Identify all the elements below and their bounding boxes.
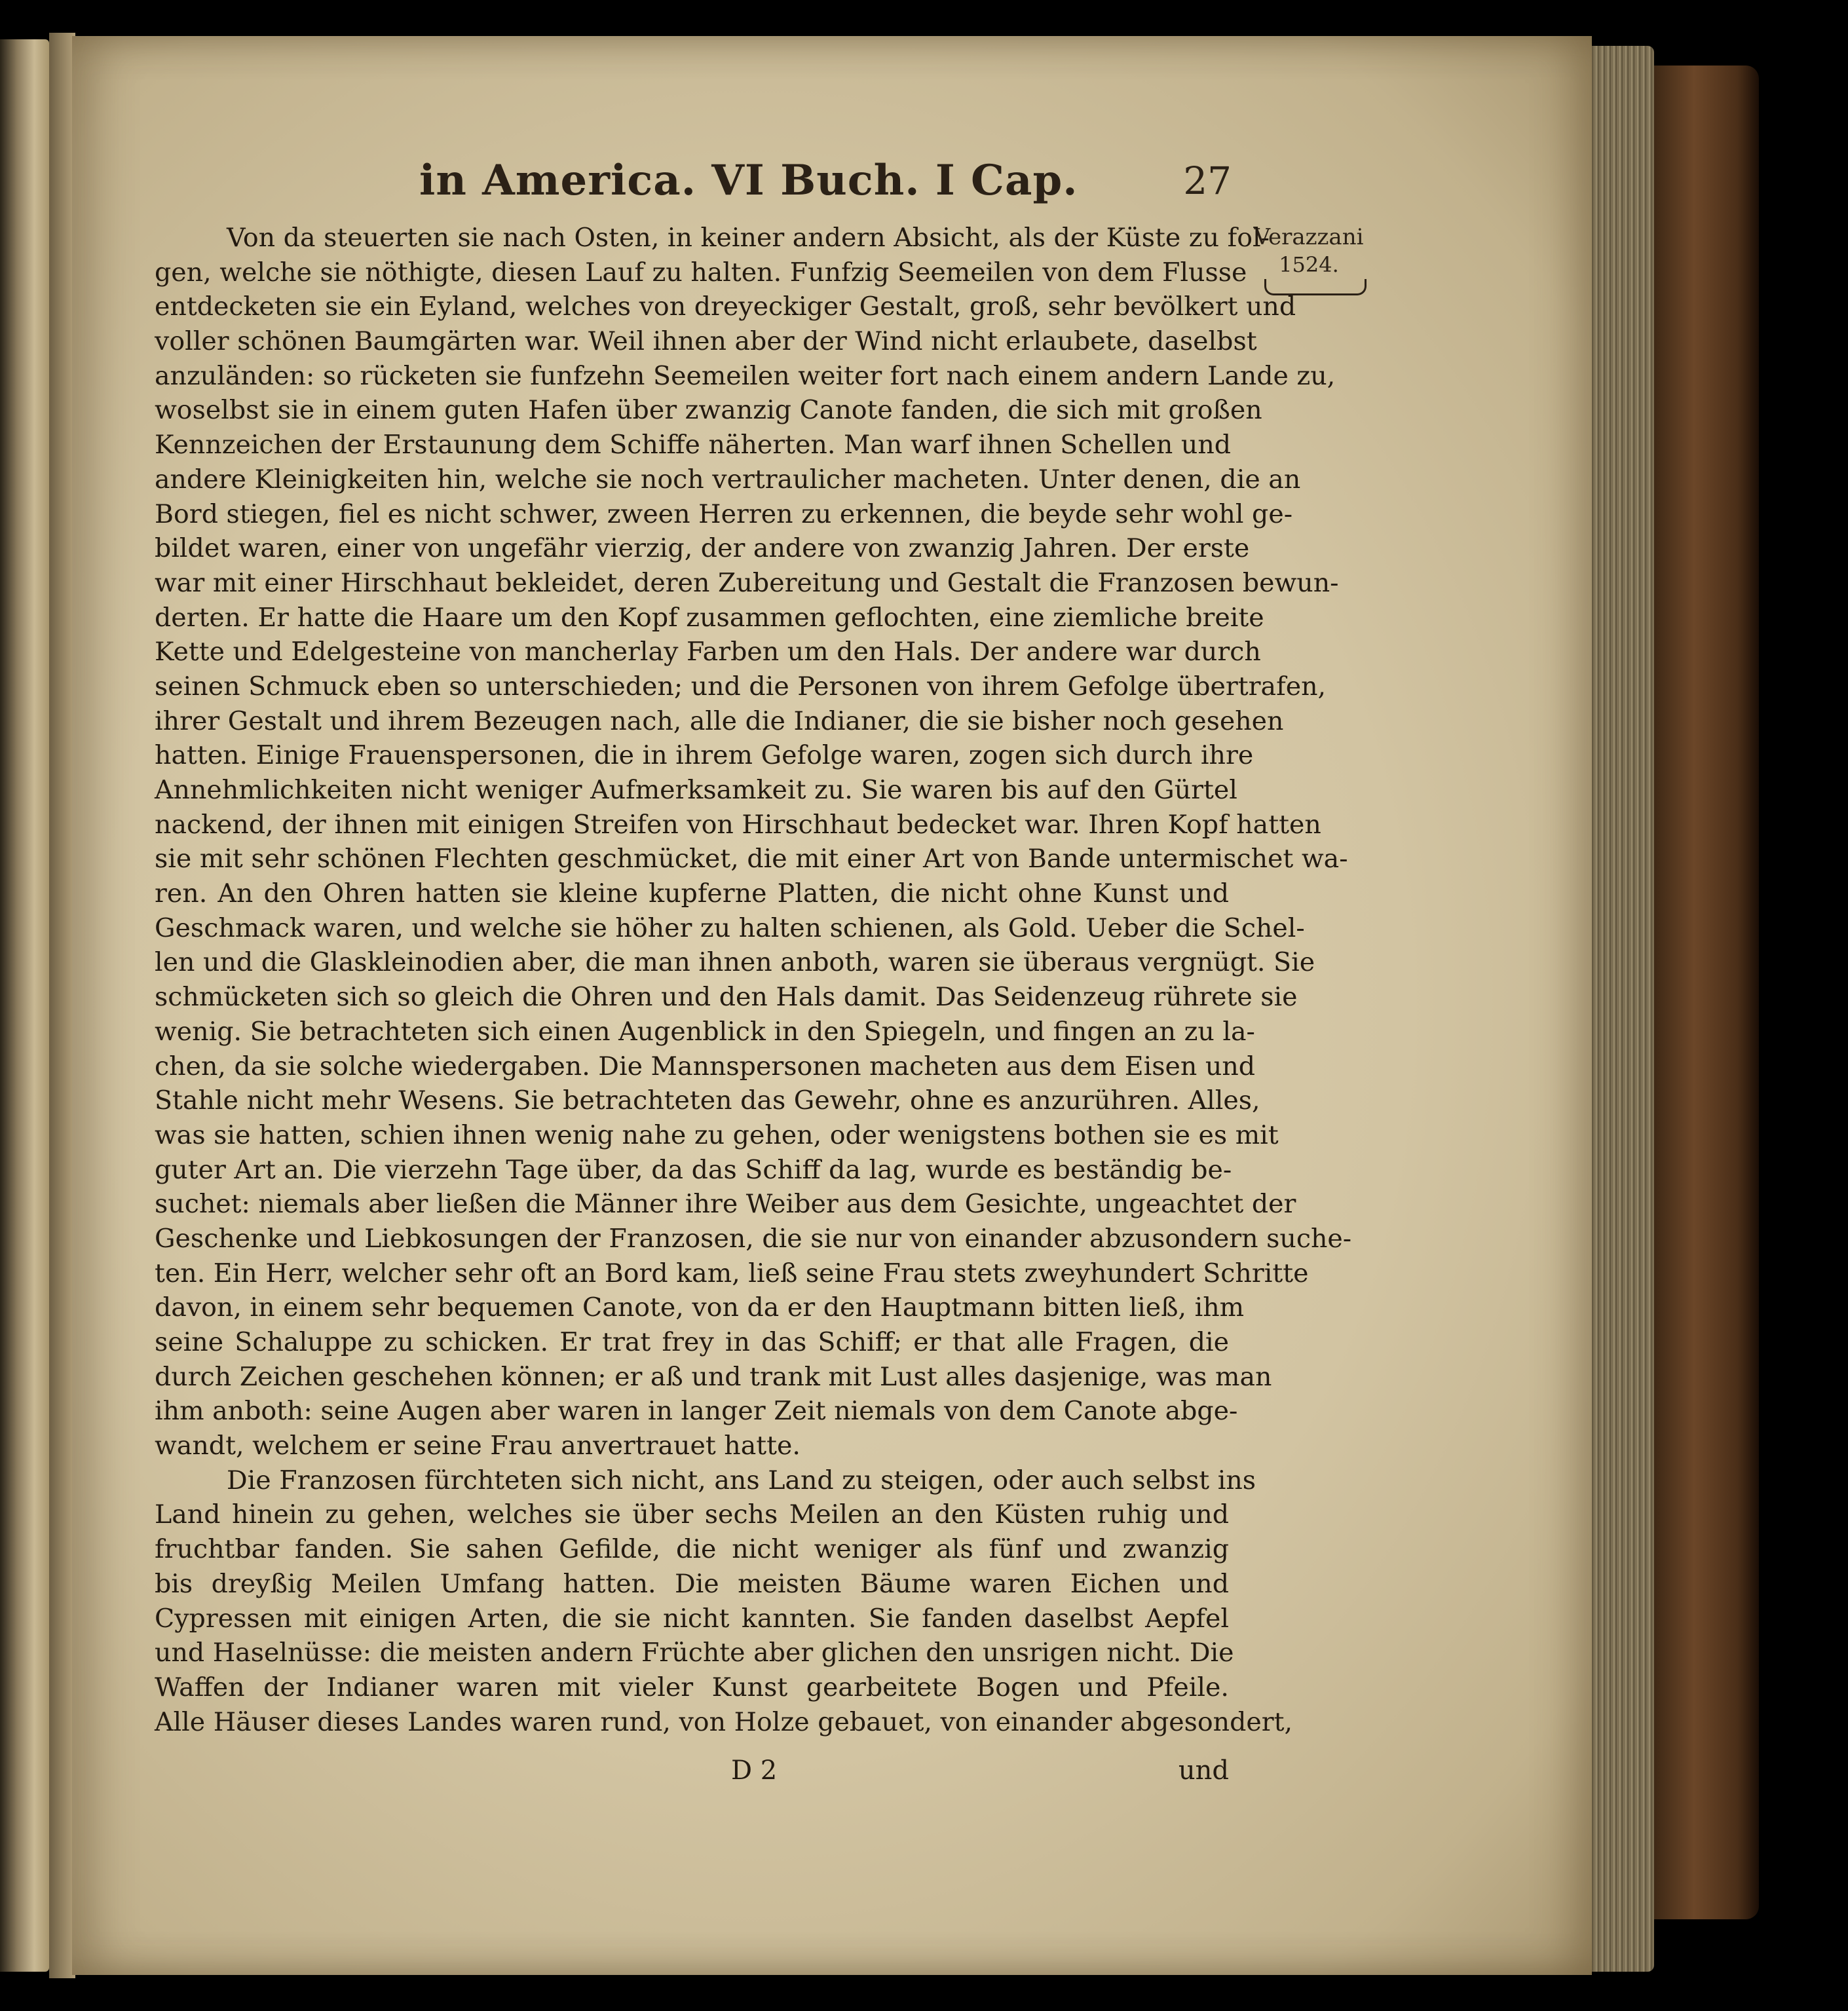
signature-mark: D 2 [731, 1756, 778, 1786]
text-line: bis dreyßig Meilen Umfang hatten. Die meisten Bäume waren Eichen und [155, 1568, 1229, 1599]
text-line: Von da steuerten sie nach Osten, in keiner andern Absicht, als der Küste zu fol- [227, 223, 1270, 253]
left-page-edge [0, 39, 49, 1972]
text-line: ten. Ein Herr, welcher sehr oft an Bord kam, ließ seine Frau stets zweyhundert Schritte [155, 1258, 1309, 1288]
running-title: in America. VI Buch. I Cap. [419, 156, 1078, 205]
text-line: voller schönen Baumgärten war. Weil ihnen aber der Wind nicht erlaubete, daselbst [155, 326, 1257, 357]
text-line: wenig. Sie betrachteten sich einen Augenblick in den Spiegeln, und fingen an zu la- [155, 1016, 1255, 1047]
text-line: andere Kleinigkeiten hin, welche sie noch vertraulicher macheten. Unter denen, die an [155, 464, 1301, 495]
text-line: gen, welche sie nöthigte, diesen Lauf zu halten. Funfzig Seemeilen von dem Flusse [155, 257, 1247, 288]
text-line: entdecketen sie ein Eyland, welches von dreyeckiger Gestalt, groß, sehr bevölkert und [155, 291, 1296, 322]
text-line: sie mit sehr schönen Flechten geschmücket, die mit einer Art von Bande untermischet wa- [155, 844, 1348, 874]
text-line: ren. An den Ohren hatten sie kleine kupferne Platten, die nicht ohne Kunst und [155, 878, 1229, 909]
text-line: guter Art an. Die vierzehn Tage über, da das Schiff da lag, wurde es beständig be- [155, 1154, 1232, 1185]
text-line: chen, da sie solche wiedergaben. Die Mannspersonen macheten aus dem Eisen und [155, 1051, 1256, 1081]
text-line: seine Schaluppe zu schicken. Er trat frey in das Schiff; er that alle Fragen, die [155, 1327, 1229, 1357]
text-line: wandt, welchem er seine Frau anvertrauet hatte. [155, 1431, 801, 1461]
text-line: Annehmlichkeiten nicht weniger Aufmerksamkeit zu. Sie waren bis auf den Gürtel [155, 775, 1237, 805]
text-line: seinen Schmuck eben so unterschieden; und die Personen von ihrem Gefolge übertrafen, [155, 671, 1327, 702]
text-line: Bord stiegen, fiel es nicht schwer, zween Herren zu erkennen, die beyde sehr wohl ge- [155, 498, 1293, 529]
text-line: bildet waren, einer von ungefähr vierzig, der andere von zwanzig Jahren. Der erste [155, 533, 1250, 564]
text-line: nackend, der ihnen mit einigen Streifen von Hirschhaut bedecket war. Ihren Kopf hatten [155, 809, 1321, 840]
text-line: Land hinein zu gehen, welches sie über sechs Meilen an den Küsten ruhig und [155, 1499, 1229, 1530]
text-line: schmücketen sich so gleich die Ohren und den Hals damit. Das Seidenzeug rührete sie [155, 982, 1298, 1013]
text-line: davon, in einem sehr bequemen Canote, von da er den Hauptmann bitten ließ, ihm [155, 1292, 1245, 1323]
text-line: Die Franzosen fürchteten sich nicht, ans Land zu steigen, oder auch selbst ins [227, 1465, 1256, 1495]
text-line: len und die Glaskleinodien aber, die man ihnen anboth, waren sie überaus vergnügt. Sie [155, 947, 1315, 978]
paragraph-2 [155, 1463, 1293, 1740]
text-line: Stahle nicht mehr Wesens. Sie betrachteten das Gewehr, ohne es anzurühren. Alles, [155, 1085, 1260, 1116]
text-line: was sie hatten, schien ihnen wenig nahe zu gehen, oder wenigstens bothen sie es mit [155, 1119, 1279, 1150]
text-line: woselbst sie in einem guten Hafen über zwanzig Canote fanden, die sich mit großen [155, 395, 1262, 426]
margin-note-name: Verazzani [1254, 224, 1364, 250]
page-number: 27 [1183, 159, 1232, 203]
text-line: Cypressen mit einigen Arten, die sie nicht kannten. Sie fanden daselbst Aepfel [155, 1603, 1229, 1634]
catchword: und [1178, 1756, 1229, 1786]
text-line: ihm anboth: seine Augen aber waren in langer Zeit niemals von dem Canote abge- [155, 1396, 1238, 1427]
running-header [419, 156, 1232, 215]
text-line: Kette und Edelgesteine von mancherlay Farben um den Hals. Der andere war durch [155, 637, 1261, 667]
text-line: war mit einer Hirschhaut bekleidet, deren Zubereitung und Gestalt die Franzosen bewun- [155, 567, 1339, 598]
margin-note-year: 1524. [1279, 252, 1339, 277]
text-line: Geschmack waren, und welche sie höher zu halten schienen, als Gold. Ueber die Schel- [155, 912, 1305, 943]
text-line: anzuländen: so rücketen sie funfzehn Seemeilen weiter fort nach einem andern Lande zu, [155, 360, 1336, 391]
text-line: hatten. Einige Frauenspersonen, die in ihrem Gefolge waren, zogen sich durch ihre [155, 740, 1254, 771]
book-cover-edge [1651, 66, 1759, 1919]
text-line: durch Zeichen geschehen können; er aß und trank mit Lust alles dasjenige, was man [155, 1361, 1272, 1392]
text-line: fruchtbar fanden. Sie sahen Gefilde, die nicht weniger als fünf und zwanzig [155, 1534, 1229, 1565]
text-line: Geschenke und Liebkosungen der Franzosen, die sie nur von einander abzusondern suche- [155, 1223, 1352, 1254]
text-line: Alle Häuser dieses Landes waren rund, von Holze gebauet, von einander abgesondert, [155, 1706, 1293, 1737]
page-stack-edges [1589, 46, 1654, 1972]
text-line: Kennzeichen der Erstaunung dem Schiffe näherten. Man warf ihnen Schellen und [155, 430, 1232, 460]
text-line: derten. Er hatte die Haare um den Kopf zusammen geflochten, eine ziemliche breite [155, 602, 1264, 633]
page-footer [155, 1756, 1229, 1792]
text-line: Waffen der Indianer waren mit vieler Kunst gearbeitete Bogen und Pfeile. [155, 1672, 1229, 1702]
text-line: und Haselnüsse: die meisten andern Früchte aber glichen den unsrigen nicht. Die [155, 1638, 1234, 1668]
text-line: ihrer Gestalt und ihrem Bezeugen nach, alle die Indianer, die sie bisher noch gesehen [155, 705, 1284, 736]
book-gutter [49, 33, 75, 1978]
text-line: suchet: niemals aber ließen die Männer ihre Weiber aus dem Gesichte, ungeachtet der [155, 1189, 1296, 1220]
